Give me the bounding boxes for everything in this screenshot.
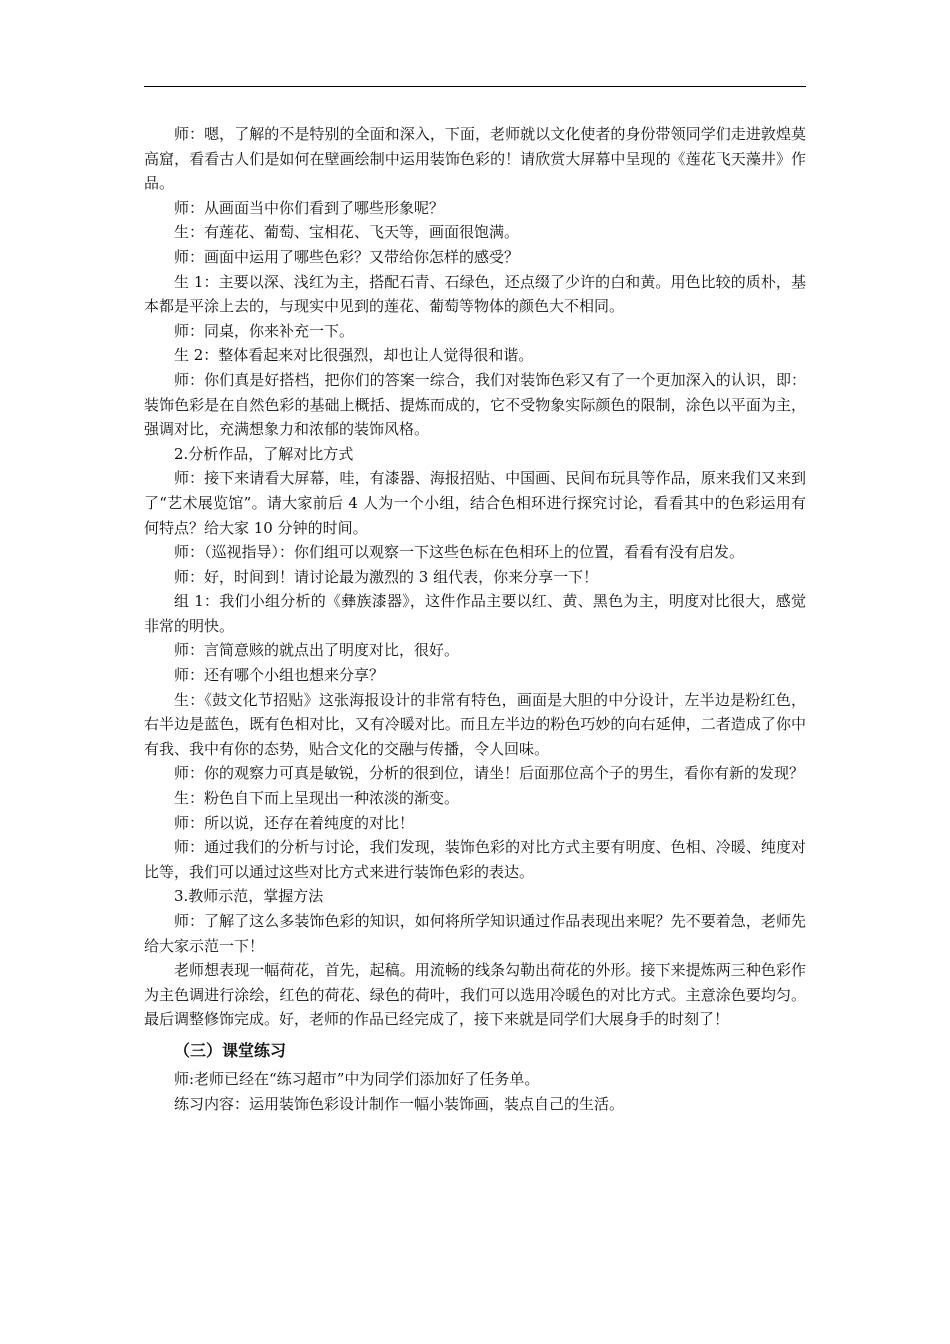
paragraph: 生 1：主要以深、浅红为主，搭配石青、石绿色，还点缀了少许的白和黄。用色比较的质朴，基本都是平涂上去的，与现实中见到的莲花、葡萄等物体的颜色大不相同。 [144, 272, 806, 316]
paragraph: 练习内容：运用装饰色彩设计制作一幅小装饰画，装点自己的生活。 [174, 1094, 625, 1113]
paragraph: 生：《鼓文化节招贴》这张海报设计的非常有特色，画面是大胆的中分设计，左半边是粉红色，右半边是蓝色，既有色相对比，又有冷暖对比。而且左半边的粉色巧妙的向右延伸，二者造成了你中有我、我中有你的态势，贴合文化的交融与传播，令人回味。 [144, 690, 806, 758]
section-heading: （三）课堂练习 [174, 1040, 287, 1060]
paragraph: 师：从画面当中你们看到了哪些形象呢？ [174, 198, 445, 217]
paragraph: 师：好，时间到！请讨论最为激烈的 3 组代表，你来分享一下！ [174, 567, 599, 586]
paragraph: 师：所以说，还存在着纯度的对比！ [174, 813, 415, 832]
paragraph: 师：还有哪个小组也想来分享？ [174, 666, 385, 685]
paragraph: 师：接下来请看大屏幕，哇，有漆器、海报招贴、中国画、民间布玩具等作品，原来我们又来到了“艺术展览馆”。请大家前后 4 人为一个小组，结合色相环进行探究讨论，看看其中的色彩运用有何特点？给大家 10 分钟的时间。 [144, 469, 806, 537]
paragraph: 生 2：整体看起来对比很强烈，却也让人觉得很和谐。 [174, 346, 534, 365]
paragraph: 3.教师示范，掌握方法 [174, 887, 324, 906]
paragraph: 师：画面中运用了哪些色彩？又带给你怎样的感受？ [174, 247, 520, 266]
paragraph: 生：有莲花、葡萄、宝相花、飞天等，画面很饱满。 [174, 223, 520, 242]
paragraph: 组 1：我们小组分析的《彝族漆器》，这件作品主要以红、黄、黑色为主，明度对比很大，感觉非常的明快。 [144, 592, 806, 635]
paragraph: 师:老师已经在“练习超市”中为同学们添加好了任务单。 [174, 1069, 540, 1088]
paragraphs-after [144, 1067, 806, 1116]
paragraph: 师：（巡视指导）：你们组可以观察一下这些色标在色相环上的位置，看看有没有启发。 [174, 543, 745, 562]
paragraph: 2.分析作品，了解对比方式 [174, 444, 354, 463]
paragraph: 师：嗯，了解的不是特别的全面和深入，下面，老师就以文化使者的身份带领同学们走进敦煌莫高窟，看看古人们是如何在壁画绘制中运用装饰色彩的！请欣赏大屏幕中呈现的《莲花飞天藻井》作品。 [144, 125, 806, 193]
paragraph: 师：言简意赅的就点出了明度对比，很好。 [174, 641, 460, 660]
paragraph: 老师想表现一幅荷花，首先，起稿。用流畅的线条勾勒出荷花的外形。接下来提炼两三种色彩作为主色调进行涂绘，红色的荷花、绿色的荷叶，我们可以选用冷暖色的对比方式。主意涂色要均匀。最后调整修饰完成。好，老师的作品已经完成了，接下来就是同学们大展身手的时刻了！ [144, 961, 806, 1029]
document-body [144, 122, 806, 1116]
paragraph: 师：你的观察力可真是敏锐，分析的很到位，请坐！后面那位高个子的男生，看你有新的发现？ [174, 764, 805, 783]
paragraph: 师：了解了这么多装饰色彩的知识，如何将所学知识通过作品表现出来呢？先不要着急，老师先给大家示范一下！ [144, 912, 806, 955]
paragraph: 师：通过我们的分析与讨论，我们发现，装饰色彩的对比方式主要有明度、色相、冷暖、纯度对比等，我们可以通过这些对比方式来进行装饰色彩的表达。 [144, 838, 806, 881]
paragraph: 生：粉色自下而上呈现出一种浓淡的渐变。 [174, 789, 460, 808]
header-rule [144, 86, 806, 87]
paragraph: 师：你们真是好搭档，把你们的答案一综合，我们对装饰色彩又有了一个更加深入的认识，即：装饰色彩是在自然色彩的基础上概括、提炼而成的，它不受物象实际颜色的限制，涂色以平面为主，强调对比，充满想象力和浓郁的装饰风格。 [144, 370, 806, 439]
paragraph: 师：同桌，你来补充一下。 [174, 321, 355, 340]
paragraphs-before [144, 122, 806, 1032]
